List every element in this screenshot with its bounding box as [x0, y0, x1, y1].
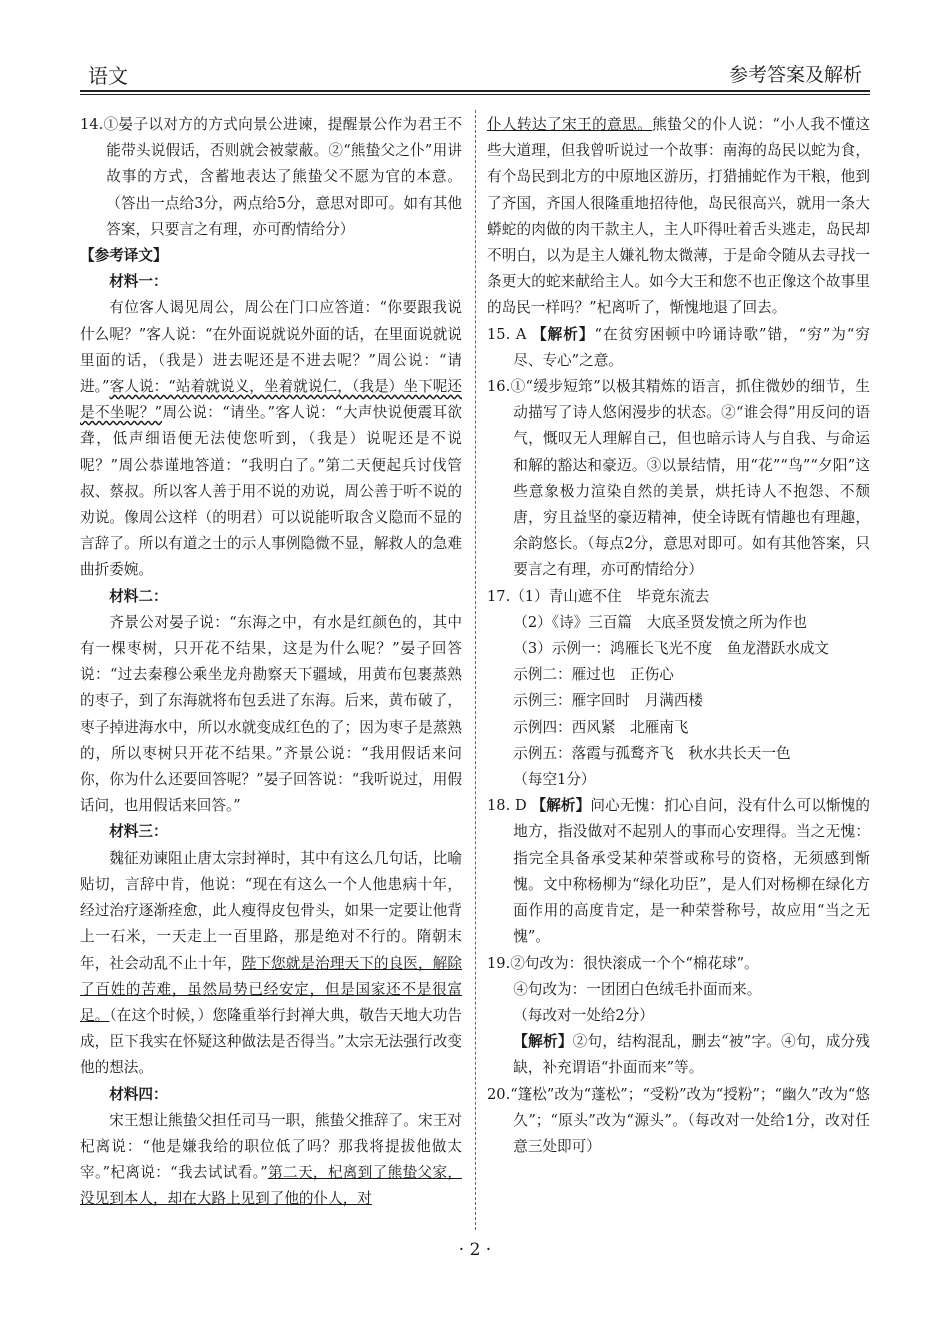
answer-14: 14.①晏子以对方的方式向景公进谏，提醒景公作为君王不能带头说假话，否则就会被蒙蔽。②“熊蛰父之仆”用讲故事的方式，含蓄地表达了熊蛰父不愿为官的本意。（答出一点给3分，两点给5分，意思对即可。如有其他答案，只要言之有理，亦可酌情给分）: [80, 116, 462, 238]
material-4-continued: 仆人转达了宋王的意思。熊蛰父的仆人说：“小人我不懂这些大道理，但我曾听说过一个故事：南海的岛民以蛇为食，有个岛民到北方的中原地区游历，打猎捕蛇作为干粮，他到了齐国，齐国人很隆重地招待他，岛民很高兴，就用一条大蟒蛇的肉做的肉干款主人，主人吓得吐着舌头逃走，岛民却不明白，以为是主人嫌礼物太微薄，于是命令随从去寻找一条更大的蛇来献给主人。如今大王和您不也正像这个故事里的岛民一样吗？”杞离听了，惭愧地退了回去。: [487, 116, 870, 317]
answer-18: 18. D 【解析】问心无愧：扪心自问，没有什么可以惭愧的地方，指没做对不起别人的事而心安理得。当之无愧：指完全具备承受某种荣誉或称号的资格，无须感到惭愧。文中称杨柳为“绿化功臣”，是人们对杨柳在绿化方面作用的高度肯定，是一种荣誉称号，故应用“当之无愧”。: [487, 797, 870, 946]
answer-17-line-1: 17.（1）青山遮不住 毕竟东流去: [487, 587, 710, 605]
answer-17-line-5: 示例三：雁字回时 月满西楼: [513, 692, 703, 710]
answer-19-line-3: （每改对一处给2分）: [513, 1006, 654, 1024]
right-column: [487, 112, 870, 1160]
answer-17-line-3: （3）示例一：鸿雁长飞光不度 鱼龙潜跃水成文: [513, 640, 830, 658]
answer-19-line-2: ④句改为：一团团白色绒毛扑面而来。: [513, 980, 762, 998]
answer-17-line-2: （2）《诗》三百篇 大底圣贤发愤之所为作也: [513, 613, 808, 631]
column-divider: [475, 110, 476, 1230]
subject-label: 语文: [88, 64, 128, 88]
page-number: · 2 ·: [458, 1240, 492, 1260]
material-3-title: 材料三：: [109, 823, 168, 841]
material-1-title: 材料一：: [109, 273, 168, 291]
section-label: 参考答案及解析: [728, 64, 862, 86]
answer-17-line-7: 示例五：落霞与孤鹜齐飞 秋水共长天一色: [513, 744, 791, 762]
answer-16: 16.①“缓步短筇”以极其精炼的语言，抓住微妙的细节，生动描写了诗人悠闲漫步的状态。②“谁会得”用反问的语气，慨叹无人理解自己，但也暗示诗人与自我、与命运和解的豁达和豪迈。③以景结情，用“花”“鸟”“夕阳”这些意象极力渲染自然的美景，烘托诗人不抱怨、不颓唐，穷且益坚的豪迈精神，使全诗既有情趣也有理趣，余韵悠长。（每点2分，意思对即可。如有其他答案，只要言之有理，亦可酌情给分）: [487, 378, 870, 579]
material-2-title: 材料二：: [109, 587, 168, 605]
answer-15: 15. A 【解析】“在贫穷困顿中吟诵诗歌”错，“穷”为“穷尽、专心”之意。: [487, 325, 870, 369]
material-1-text: 有位客人谒见周公，周公在门口应答道：“你要跟我说什么呢？”客人说：“在外面说就说外面的话，在里面说就说里面的话，（我是）进去呢还是不进去呢？”周公说：“请进。”客人说：“站着就说义，坐着就说仁，（我是）坐下呢还是不坐呢？”周公说：“请坐。”客人说：“大声快说便震耳欲聋，低声细语便无法使您听到，（我是）说呢还是不说呢？”周公恭谨地答道：“我明白了。”第二天便起兵讨伐管叔、蔡叔。所以客人善于用不说的劝说，周公善于听不说的劝说。像周公这样（的明君）可以说能听取含义隐而不显的言辞了。所以有道之士的示人事例隐微不显，解救人的急难曲折委婉。: [80, 299, 462, 579]
left-column: [80, 112, 462, 1213]
reference-translation-title: 【参考译文】: [80, 247, 168, 265]
material-3-underline: 陛下您就是治理天下的良医，解除了百姓的苦难，虽然局势已经安定，但是国家还不是很富足。: [80, 954, 462, 1024]
answer-19-line-1: 19.②句改为：很快滚成一个个“棉花球”。: [487, 954, 759, 972]
material-4-underline: 第二天，杞离到了熊蛰父家，没见到本人，却在大路上见到了他的仆人，对: [80, 1164, 462, 1208]
answer-19-analysis: 【解析】②句，结构混乱，删去“被”字。④句，成分残缺，补充谓语“扑面而来”等。: [513, 1033, 870, 1077]
material-2-text: 齐景公对晏子说：“东海之中，有水是红颜色的，其中有一棵枣树，只开花不结果，这是为什么呢？”晏子回答说：“过去秦穆公乘坐龙舟勘察天下疆域，用黄布包裹蒸熟的枣子，到了东海就将布包丢进了东海。后来，黄布破了，枣子掉进海水中，所以水就变成红色的了；因为枣子是蒸熟的，所以枣树只开花不结果。”齐景公说：“我用假话来问你，你为什么还要回答呢？”晏子回答说：“我听说过，用假话问，也用假话来回答。”: [80, 613, 462, 815]
answer-20: 20.“篷松”改为“蓬松”；“受粉”改为“授粉”；“幽久”改为“悠久”；“原头”改为“源头”。（每改对一处给1分，改对任意三处即可）: [487, 1085, 870, 1155]
page-header: [80, 58, 870, 90]
material-4-title: 材料四：: [109, 1085, 168, 1103]
answer-17-line-6: 示例四：西风紧 北雁南飞: [513, 718, 689, 736]
material-1-wavy-underline: 客人说：“站着就说义，坐着就说仁，（我是）坐下呢还是不坐呢？”: [80, 378, 462, 422]
material-4-text: 宋王想让熊蛰父担任司马一职，熊蛰父推辞了。宋王对杞离说：“他是嫌我给的职位低了吗？那我将提拔他做太宰。”杞离说：“我去试试看。”第二天，杞离到了熊蛰父家，没见到本人，却在大路上见到了他的仆人，对: [80, 1111, 462, 1208]
answer-17-line-4: 示例二：雁过也 正伤心: [513, 666, 674, 684]
header-rule-thick: [80, 90, 870, 92]
material-3-text: 魏征劝谏阻止唐太宗封禅时，其中有这么几句话，比喻贴切，言辞中肯，他说：“现在有这么一个人他患病十年，经过治疗逐渐痊愈，此人瘦得皮包骨头，如果一定要让他背上一石米，一天走上一百里路，那是绝对不行的。隋朝末年，社会动乱不止十年，陛下您就是治理天下的良医，解除了百姓的苦难，虽然局势已经安定，但是国家还不是很富足。（在这个时候，）您隆重举行封禅大典，敬告天地大功告成，臣下我实在怀疑这种做法是否得当。”太宗无法强行改变他的想法。: [80, 849, 462, 1077]
header-rule-thin: [80, 94, 870, 95]
answer-17-line-8: （每空1分）: [513, 771, 596, 789]
